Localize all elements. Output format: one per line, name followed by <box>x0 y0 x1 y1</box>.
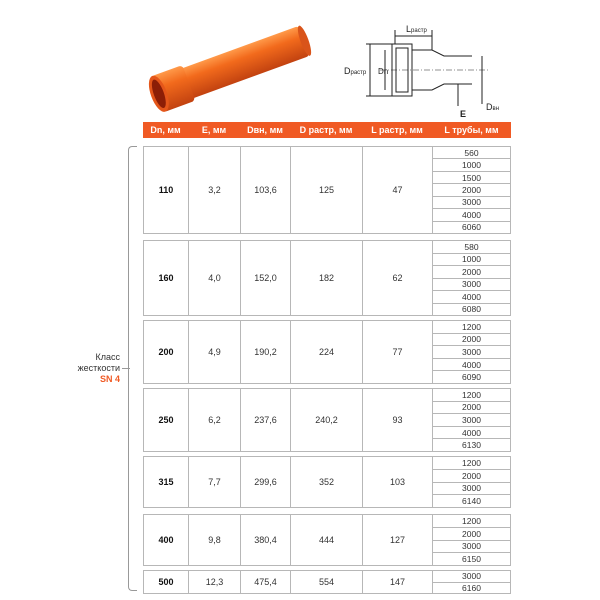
table-row <box>143 456 511 508</box>
length-value: 4000 <box>433 209 510 221</box>
cell-dn: 110 <box>144 147 189 233</box>
length-value: 2000 <box>433 470 510 483</box>
class-label-line2: жесткости <box>77 363 120 373</box>
cell-dvn: 299,6 <box>241 457 291 507</box>
cell-d-raster: 444 <box>291 515 363 565</box>
length-value: 4000 <box>433 427 510 440</box>
table-row <box>143 570 511 594</box>
header-dn: Dn, мм <box>150 125 181 135</box>
header-l-pipe: L трубы, мм <box>444 125 499 135</box>
length-value: 3000 <box>433 346 510 359</box>
length-value: 1200 <box>433 457 510 470</box>
cell-e: 4,9 <box>189 321 241 383</box>
length-value: 1000 <box>433 159 510 171</box>
header-dvn: Dвн, мм <box>247 125 283 135</box>
length-value: 2000 <box>433 402 510 415</box>
length-value: 1200 <box>433 321 510 334</box>
cell-dn: 400 <box>144 515 189 565</box>
length-value: 6060 <box>462 222 481 233</box>
length-value: 3000 <box>433 483 510 496</box>
header-d-raster: D растр, мм <box>299 125 353 135</box>
length-value: 6150 <box>462 554 481 565</box>
pipe-image <box>145 22 315 118</box>
cell-dn: 500 <box>144 571 189 593</box>
length-value: 1500 <box>433 172 510 184</box>
table-row <box>143 514 511 566</box>
length-value: 6090 <box>462 372 481 383</box>
drawing-dn-label: Dn <box>378 67 389 76</box>
cell-l-raster: 47 <box>363 147 433 233</box>
dimension-drawing <box>340 16 500 120</box>
header-e: E, мм <box>201 125 227 135</box>
cell-e: 9,8 <box>189 515 241 565</box>
cell-l-raster: 127 <box>363 515 433 565</box>
cell-l-raster: 147 <box>363 571 433 593</box>
cell-e: 3,2 <box>189 147 241 233</box>
cell-e: 6,2 <box>189 389 241 451</box>
table-row <box>143 240 511 316</box>
length-value: 1200 <box>433 389 510 402</box>
length-value: 6160 <box>462 582 481 593</box>
length-value: 2000 <box>433 334 510 347</box>
length-value: 560 <box>433 147 510 159</box>
length-value: 6130 <box>462 440 481 451</box>
length-value: 3000 <box>433 197 510 209</box>
cell-e: 4,0 <box>189 241 241 315</box>
length-value: 2000 <box>433 266 510 279</box>
cell-e: 7,7 <box>189 457 241 507</box>
cell-dn: 315 <box>144 457 189 507</box>
cell-dn: 250 <box>144 389 189 451</box>
cell-d-raster: 125 <box>291 147 363 233</box>
drawing-dvn-label: Dвн <box>486 102 500 112</box>
pipe-spec-table <box>143 122 511 138</box>
length-value: 4000 <box>433 359 510 372</box>
length-value: 6080 <box>462 304 481 315</box>
length-value: 3000 <box>433 541 510 554</box>
drawing-d-label: Dрастр <box>344 66 367 76</box>
table-row <box>143 320 511 384</box>
length-value: 4000 <box>433 291 510 304</box>
cell-d-raster: 352 <box>291 457 363 507</box>
length-value: 3000 <box>433 279 510 292</box>
table-header <box>143 122 511 138</box>
cell-dvn: 475,4 <box>241 571 291 593</box>
cell-dn: 200 <box>144 321 189 383</box>
length-value: 3000 <box>433 571 510 583</box>
cell-d-raster: 182 <box>291 241 363 315</box>
cell-e: 12,3 <box>189 571 241 593</box>
drawing-l-label: Lрастр <box>406 24 427 34</box>
length-list <box>433 321 510 383</box>
cell-dvn: 380,4 <box>241 515 291 565</box>
stiffness-class-label <box>60 352 120 385</box>
cell-dn: 160 <box>144 241 189 315</box>
class-label-line1: Класс <box>95 352 120 362</box>
length-value: 1000 <box>433 254 510 267</box>
table-row <box>143 146 511 234</box>
length-value: 2000 <box>433 184 510 196</box>
length-list <box>433 571 510 593</box>
cell-d-raster: 554 <box>291 571 363 593</box>
cell-dvn: 103,6 <box>241 147 291 233</box>
cell-d-raster: 240,2 <box>291 389 363 451</box>
drawing-e-label: E <box>460 109 467 119</box>
length-list <box>433 241 510 315</box>
length-list <box>433 515 510 565</box>
length-value: 3000 <box>433 414 510 427</box>
class-bracket-tick <box>122 368 130 369</box>
class-label-sn: SN 4 <box>99 374 120 384</box>
table-row <box>143 388 511 452</box>
cell-l-raster: 77 <box>363 321 433 383</box>
cell-dvn: 152,0 <box>241 241 291 315</box>
length-value: 6140 <box>462 496 481 507</box>
length-list <box>433 457 510 507</box>
length-value: 2000 <box>433 528 510 541</box>
length-value: 1200 <box>433 515 510 528</box>
cell-l-raster: 62 <box>363 241 433 315</box>
header-l-raster: L растр, мм <box>371 125 423 135</box>
cell-dvn: 237,6 <box>241 389 291 451</box>
length-value: 580 <box>433 241 510 254</box>
cell-dvn: 190,2 <box>241 321 291 383</box>
cell-l-raster: 93 <box>363 389 433 451</box>
cell-l-raster: 103 <box>363 457 433 507</box>
length-list <box>433 389 510 451</box>
cell-d-raster: 224 <box>291 321 363 383</box>
length-list <box>433 147 510 233</box>
